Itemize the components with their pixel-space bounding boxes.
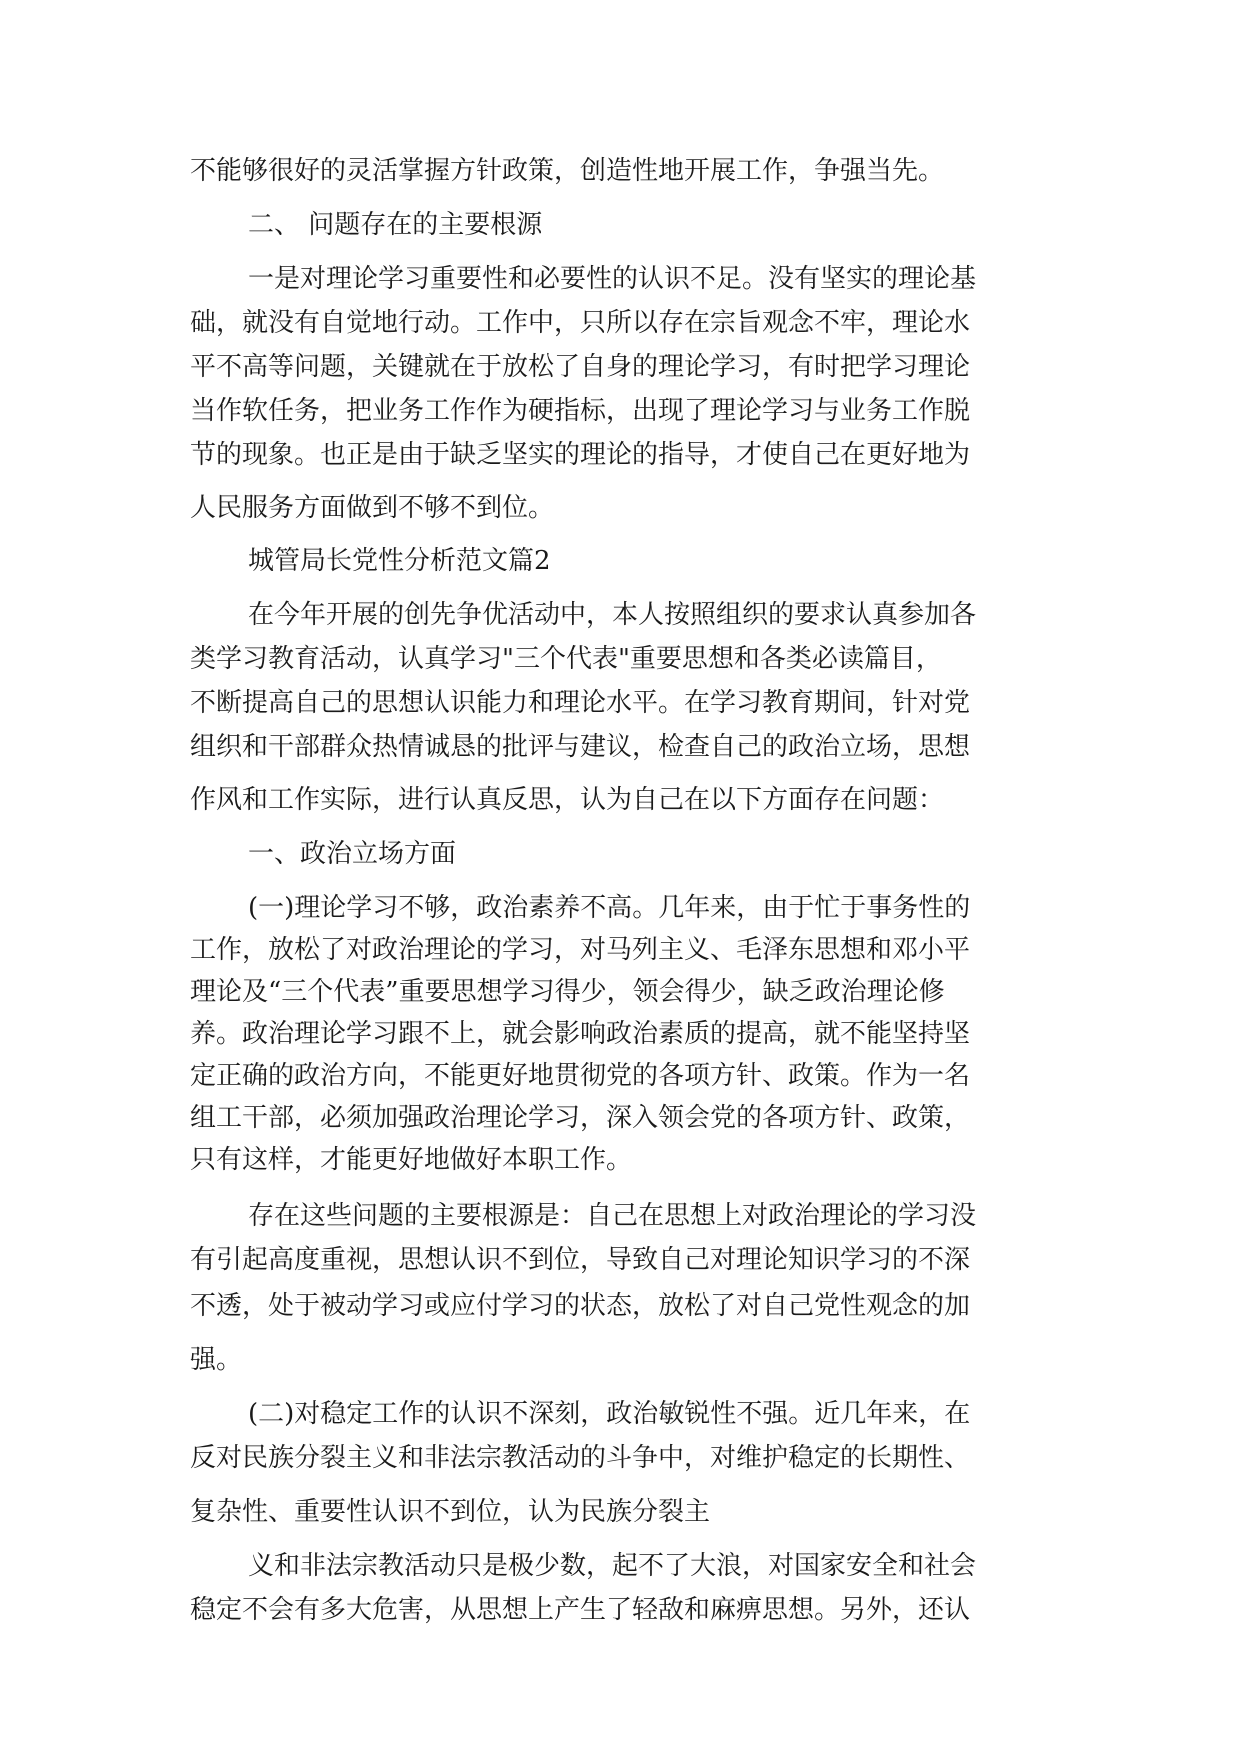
body-line: 一是对理论学习重要性和必要性的认识不足。没有坚实的理论基 [248, 264, 977, 294]
body-line: 义和非法宗教活动只是极少数，起不了大浪，对国家安全和社会 [248, 1551, 977, 1581]
body-line: 有引起高度重视，思想认识不到位，导致自己对理论知识学习的不深 [190, 1245, 971, 1275]
body-line: 类学习教育活动，认真学习"三个代表"重要思想和各类必读篇目， [190, 644, 942, 674]
body-line: 反对民族分裂主义和非法宗教活动的斗争中，对维护稳定的长期性、 [190, 1443, 971, 1473]
body-line: (一)理论学习不够，政治素养不高。几年来，由于忙于事务性的 [248, 893, 971, 923]
section-heading: 二、 问题存在的主要根源 [248, 210, 543, 240]
body-line: (二)对稳定工作的认识不深刻，政治敏锐性不强。近几年来，在 [248, 1399, 971, 1429]
body-line: 理论及“三个代表”重要思想学习得少，领会得少，缺乏政治理论修 [190, 977, 945, 1007]
body-line: 复杂性、重要性认识不到位，认为民族分裂主 [190, 1497, 711, 1527]
body-line: 当作软任务，把业务工作作为硬指标，出现了理论学习与业务工作脱 [190, 396, 971, 426]
article-title: 城管局长党性分析范文篇2 [248, 546, 551, 576]
body-line: 组工干部，必须加强政治理论学习，深入领会党的各项方针、政策， [190, 1103, 971, 1133]
body-line: 稳定不会有多大危害，从思想上产生了轻敌和麻痹思想。另外，还认 [190, 1595, 971, 1625]
body-line: 在今年开展的创先争优活动中，本人按照组织的要求认真参加各 [248, 600, 977, 630]
body-line: 工作，放松了对政治理论的学习，对马列主义、毛泽东思想和邓小平 [190, 935, 971, 965]
body-line: 养。政治理论学习跟不上，就会影响政治素质的提高，就不能坚持坚 [190, 1019, 971, 1049]
section-heading: 一、政治立场方面 [248, 839, 457, 869]
body-line: 只有这样，才能更好地做好本职工作。 [190, 1145, 633, 1175]
body-line: 节的现象。也正是由于缺乏坚实的理论的指导，才使自己在更好地为 [190, 440, 971, 470]
body-line: 不断提高自己的思想认识能力和理论水平。在学习教育期间，针对党 [190, 688, 971, 718]
body-line: 不能够很好的灵活掌握方针政策，创造性地开展工作，争强当先。 [190, 156, 945, 186]
body-line: 定正确的政治方向，不能更好地贯彻党的各项方针、政策。作为一名 [190, 1061, 971, 1091]
body-line: 存在这些问题的主要根源是：自己在思想上对政治理论的学习没 [248, 1201, 977, 1231]
body-line: 强。 [190, 1345, 243, 1375]
body-line: 作风和工作实际，进行认真反思，认为自己在以下方面存在问题： [190, 785, 945, 815]
body-line: 人民服务方面做到不够不到位。 [190, 493, 555, 523]
body-line: 础，就没有自觉地行动。工作中，只所以存在宗旨观念不牢，理论水 [190, 308, 971, 338]
body-line: 不透，处于被动学习或应付学习的状态，放松了对自己党性观念的加 [190, 1291, 971, 1321]
body-line: 组织和干部群众热情诚恳的批评与建议，检查自己的政治立场，思想 [190, 732, 971, 762]
body-line: 平不高等问题，关键就在于放松了自身的理论学习，有时把学习理论 [190, 352, 971, 382]
